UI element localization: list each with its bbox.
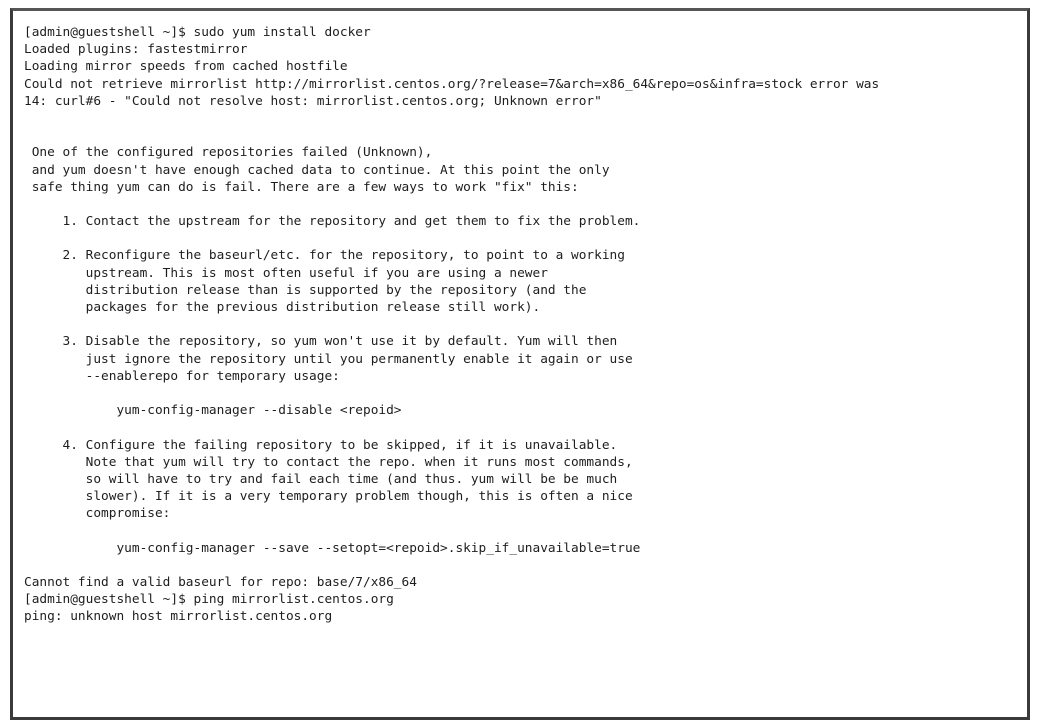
blank-line — [24, 196, 1027, 213]
output-line: compromise: — [24, 506, 171, 522]
output-line: distribution release than is supported by the repository (and the — [24, 282, 587, 298]
output-line: 1. Contact the upstream for the repository and get them to fix the problem. — [24, 214, 641, 230]
blank-line — [24, 316, 1027, 333]
output-line: Could not retrieve mirrorlist http://mirrorlist.centos.org/?release=7&arch=x86_64&repo=os&infra=stock error was — [24, 76, 880, 92]
blank-line — [24, 127, 1027, 144]
output-line: so will have to try and fail each time (and thus. yum will be be much — [24, 471, 618, 487]
blank-line — [24, 110, 1027, 127]
blank-line — [24, 522, 1027, 539]
output-line: Note that yum will try to contact the repo. when it runs most commands, — [24, 454, 633, 470]
output-line: Loaded plugins: fastestmirror — [24, 42, 248, 58]
output-line: Cannot find a valid baseurl for repo: base/7/x86_64 — [24, 575, 417, 590]
output-line: slower). If it is a very temporary problem though, this is often a nice — [24, 489, 633, 505]
command-example: yum-config-manager --save --setopt=<repoid>.skip_if_unavailable=true — [24, 540, 641, 556]
output-line: 4. Configure the failing repository to be skipped, if it is unavailable. — [24, 437, 618, 453]
output-line: packages for the previous distribution release still work). — [24, 300, 541, 315]
output-line: One of the configured repositories failed (Unknown), — [24, 145, 433, 161]
output-line: 14: curl#6 - "Could not resolve host: mirrorlist.centos.org; Unknown error" — [24, 93, 602, 109]
output-line: 3. Disable the repository, so yum won't use it by default. Yum will then — [24, 334, 618, 350]
blank-line — [24, 230, 1027, 247]
output-line: upstream. This is most often useful if you are using a newer — [24, 265, 548, 281]
output-line: 2. Reconfigure the baseurl/etc. for the repository, to point to a working — [24, 248, 625, 264]
terminal-window[interactable] — [10, 8, 1030, 720]
blank-line — [24, 419, 1027, 436]
blank-line — [24, 385, 1027, 402]
output-line: --enablerepo for temporary usage: — [24, 368, 340, 384]
output-line: and yum doesn't have enough cached data to continue. At this point the only — [24, 162, 610, 178]
blank-line — [24, 557, 1027, 574]
command-line: [admin@guestshell ~]$ sudo yum install docker — [24, 25, 371, 40]
output-line: safe thing yum can do is fail. There are a few ways to work "fix" this: — [24, 179, 579, 195]
command-line: [admin@guestshell ~]$ ping mirrorlist.centos.org — [24, 592, 394, 608]
output-line: ping: unknown host mirrorlist.centos.org — [24, 609, 333, 625]
output-line: Loading mirror speeds from cached hostfile — [24, 59, 348, 75]
command-example: yum-config-manager --disable <repoid> — [24, 403, 402, 419]
output-line: just ignore the repository until you permanently enable it again or use — [24, 351, 633, 367]
